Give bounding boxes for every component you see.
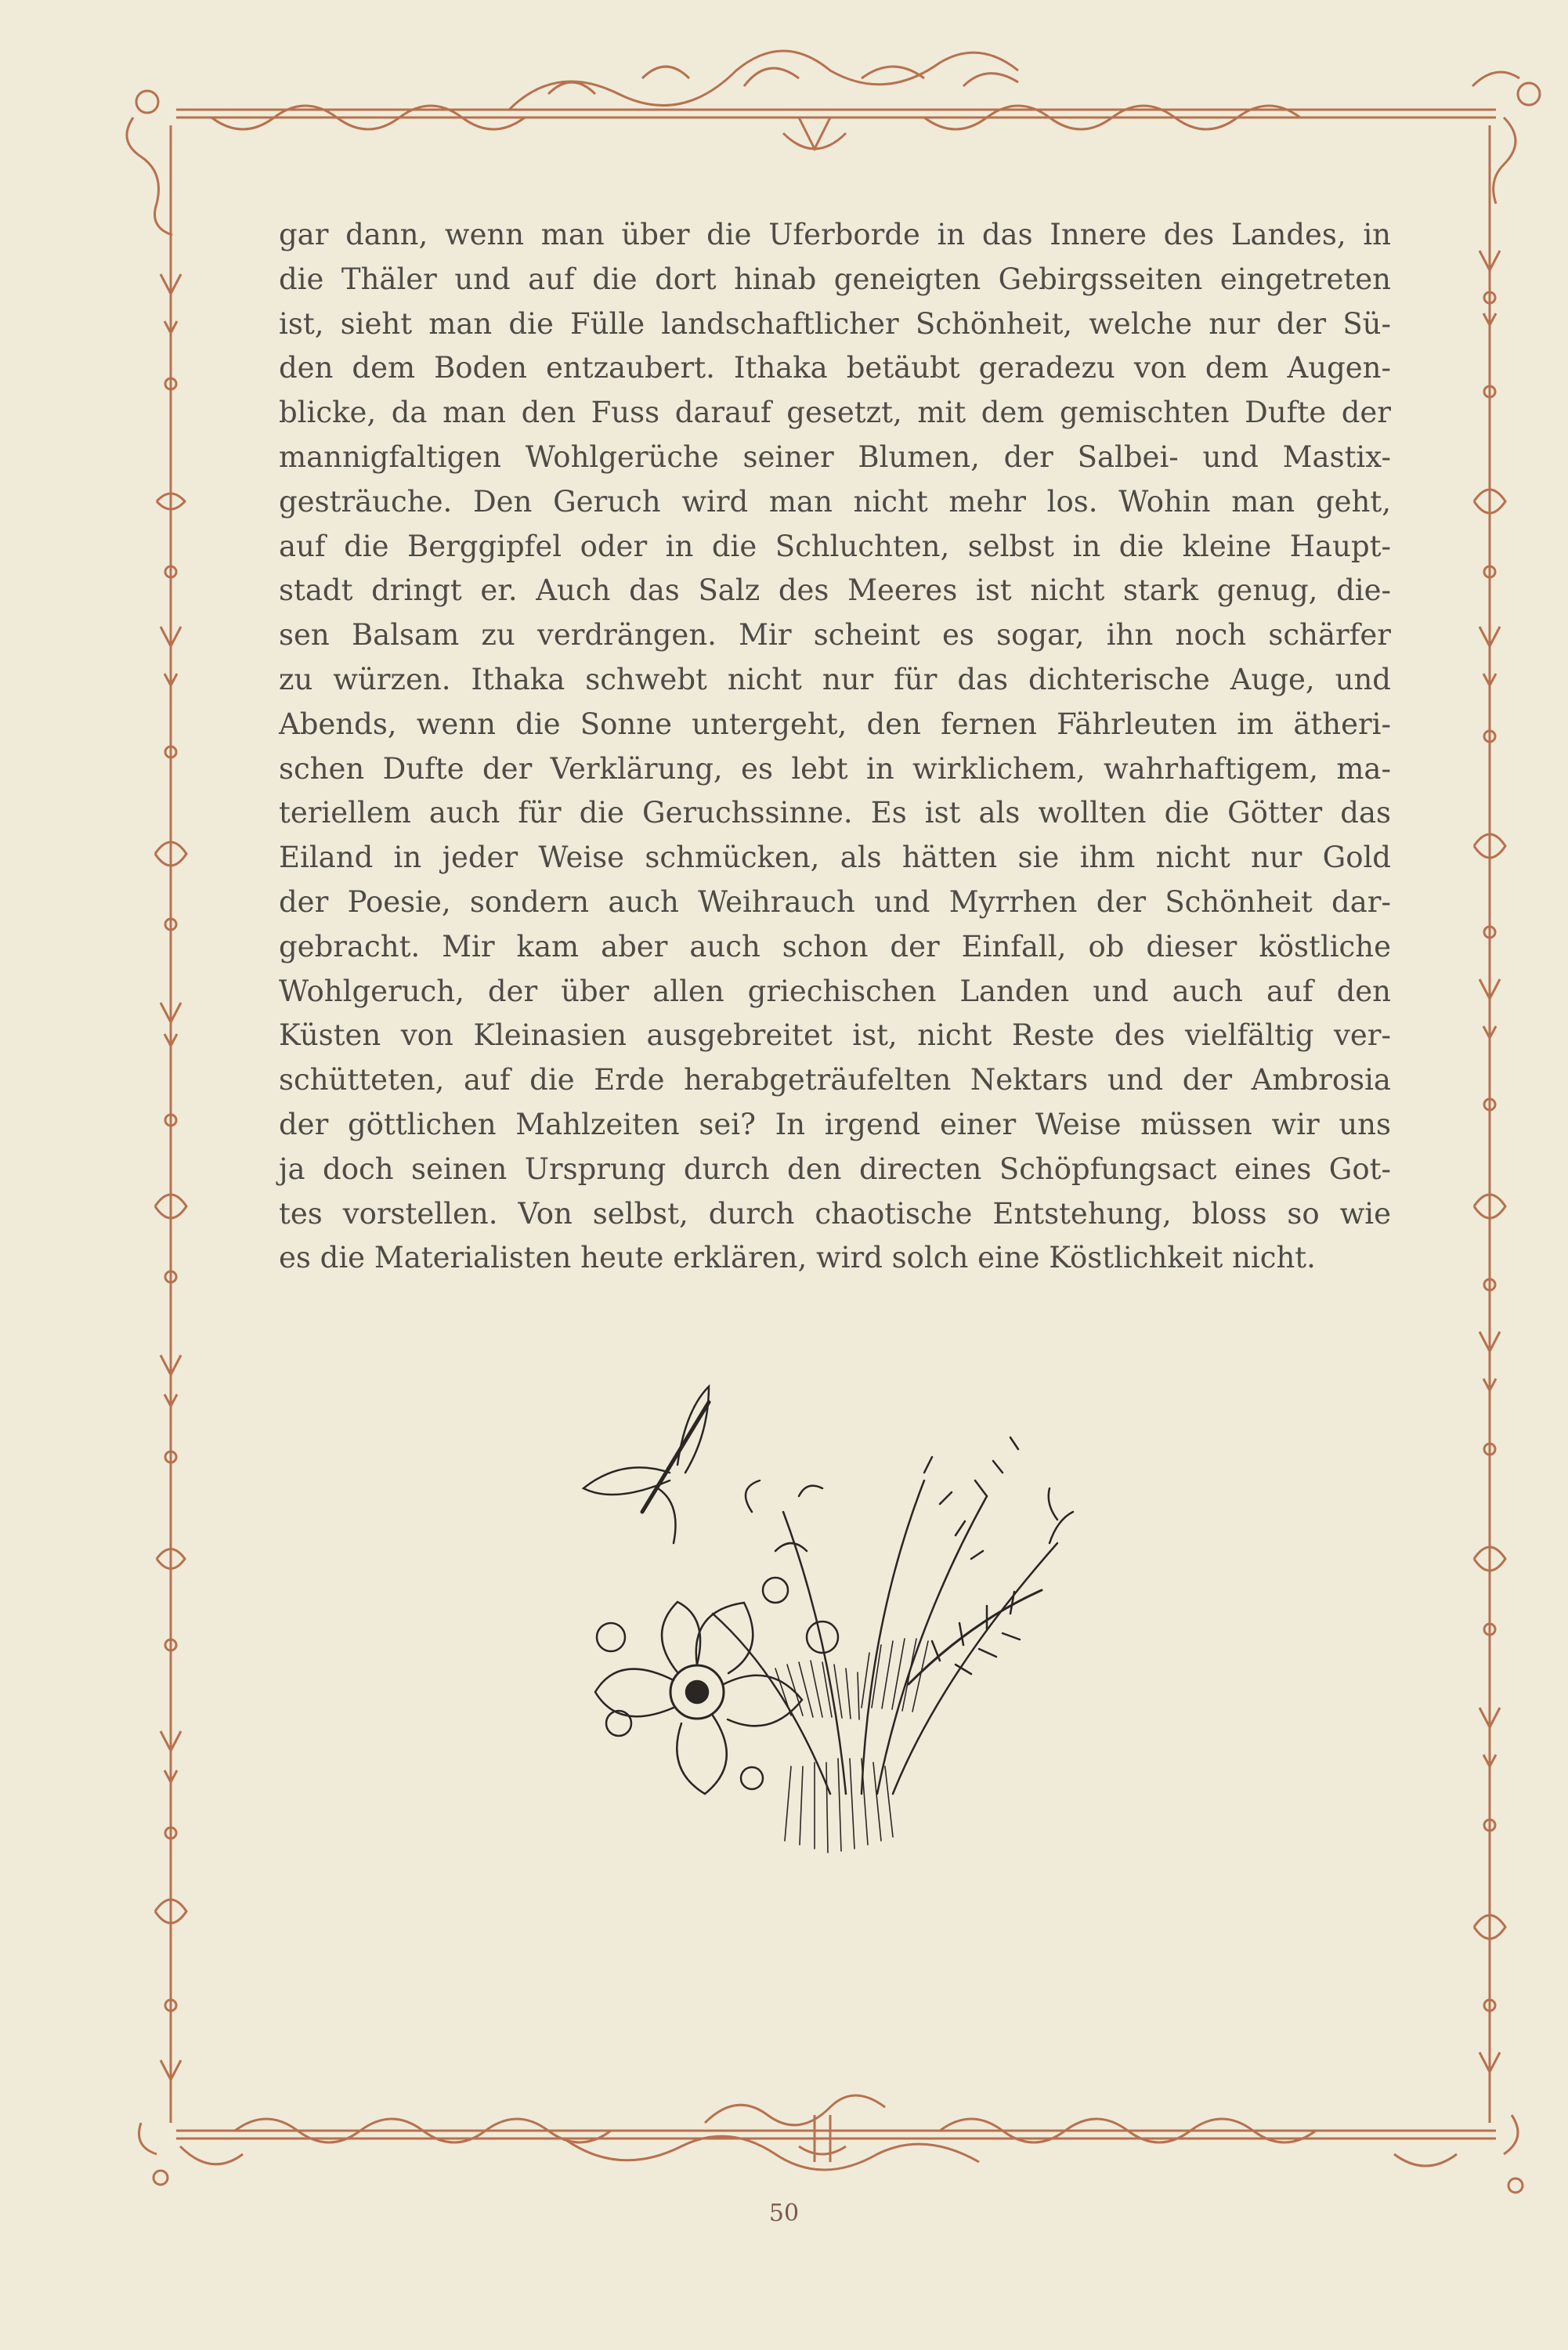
text-line: Eiland in jeder Weise schmücken, als hätten sie ihm nicht nur Gold [279,841,1391,875]
text-line: mannigfaltigen Wohlgerüche seiner Blumen, der Salbei- und Mastix- [279,439,1391,474]
text-line: schütteten, auf die Erde herabgeträufelten Nektars und der Ambrosia [279,1063,1391,1097]
text-line: gesträuche. Den Geruch wird man nicht mehr los. Wohin man geht, [279,484,1391,519]
text-line: sen Balsam zu verdrängen. Mir scheint es sogar, ihn noch schärfer [279,618,1391,653]
text-line: Küsten von Kleinasien ausgebreitet ist, nicht Reste des vielfältig ver- [279,1018,1391,1053]
text-line: Abends, wenn die Sonne untergeht, den fernen Fährleuten im ätheri- [279,707,1391,741]
wild-rose-flower [595,1602,802,1794]
text-line: stadt dringt er. Auch das Salz des Meeres ist nicht stark genug, die- [279,573,1391,608]
text-line: blicke, da man den Fuss darauf gesetzt, mit dem gemischten Dufte der [279,396,1391,430]
page-number: 50 [768,2200,800,2227]
floral-vignette-illustration [517,1355,1143,1888]
body-text [279,213,1391,1281]
text-line: ist, sieht man die Fülle landschaftlicher Schönheit, welche nur der Sü- [279,306,1391,341]
text-line: es die Materialisten heute erklären, wird solch eine Köstlichkeit nicht. [279,1241,1316,1275]
text-line: teriellem auch für die Geruchssinne. Es ist als wollten die Götter das [279,796,1391,830]
dragonfly-icon [583,1386,709,1543]
text-line: ja doch seinen Ursprung durch den directen Schöpfungsact eines Got- [279,1152,1391,1186]
text-line: schen Dufte der Verklärung, es lebt in wirklichem, wahrhaftigem, ma- [279,751,1391,786]
text-line: auf die Berggipfel oder in die Schluchten, selbst in die kleine Haupt- [279,529,1391,563]
text-line: der göttlichen Mahlzeiten sei? In irgend einer Weise müssen wir uns [279,1107,1391,1141]
text-line: gar dann, wenn man über die Uferborde in das Innere des Landes, in [279,218,1391,251]
text-line: den dem Boden entzaubert. Ithaka betäubt geradezu von dem Augen- [279,351,1391,385]
text-line: Wohlgeruch, der über allen griechischen Landen und auch auf den [279,974,1391,1008]
text-line: zu würzen. Ithaka schwebt nicht nur für das dichterische Auge, und [279,662,1391,696]
text-line: gebracht. Mir kam aber auch schon der Einfall, ob dieser köstliche [279,929,1391,964]
text-line: tes vorstellen. Von selbst, durch chaotische Entstehung, bloss so wie [279,1196,1391,1231]
text-line: die Thäler und auf die dort hinab geneigten Gebirgsseiten eingetreten [279,262,1391,296]
text-line: der Poesie, sondern auch Weihrauch und Myrrhen der Schönheit dar- [279,884,1391,919]
